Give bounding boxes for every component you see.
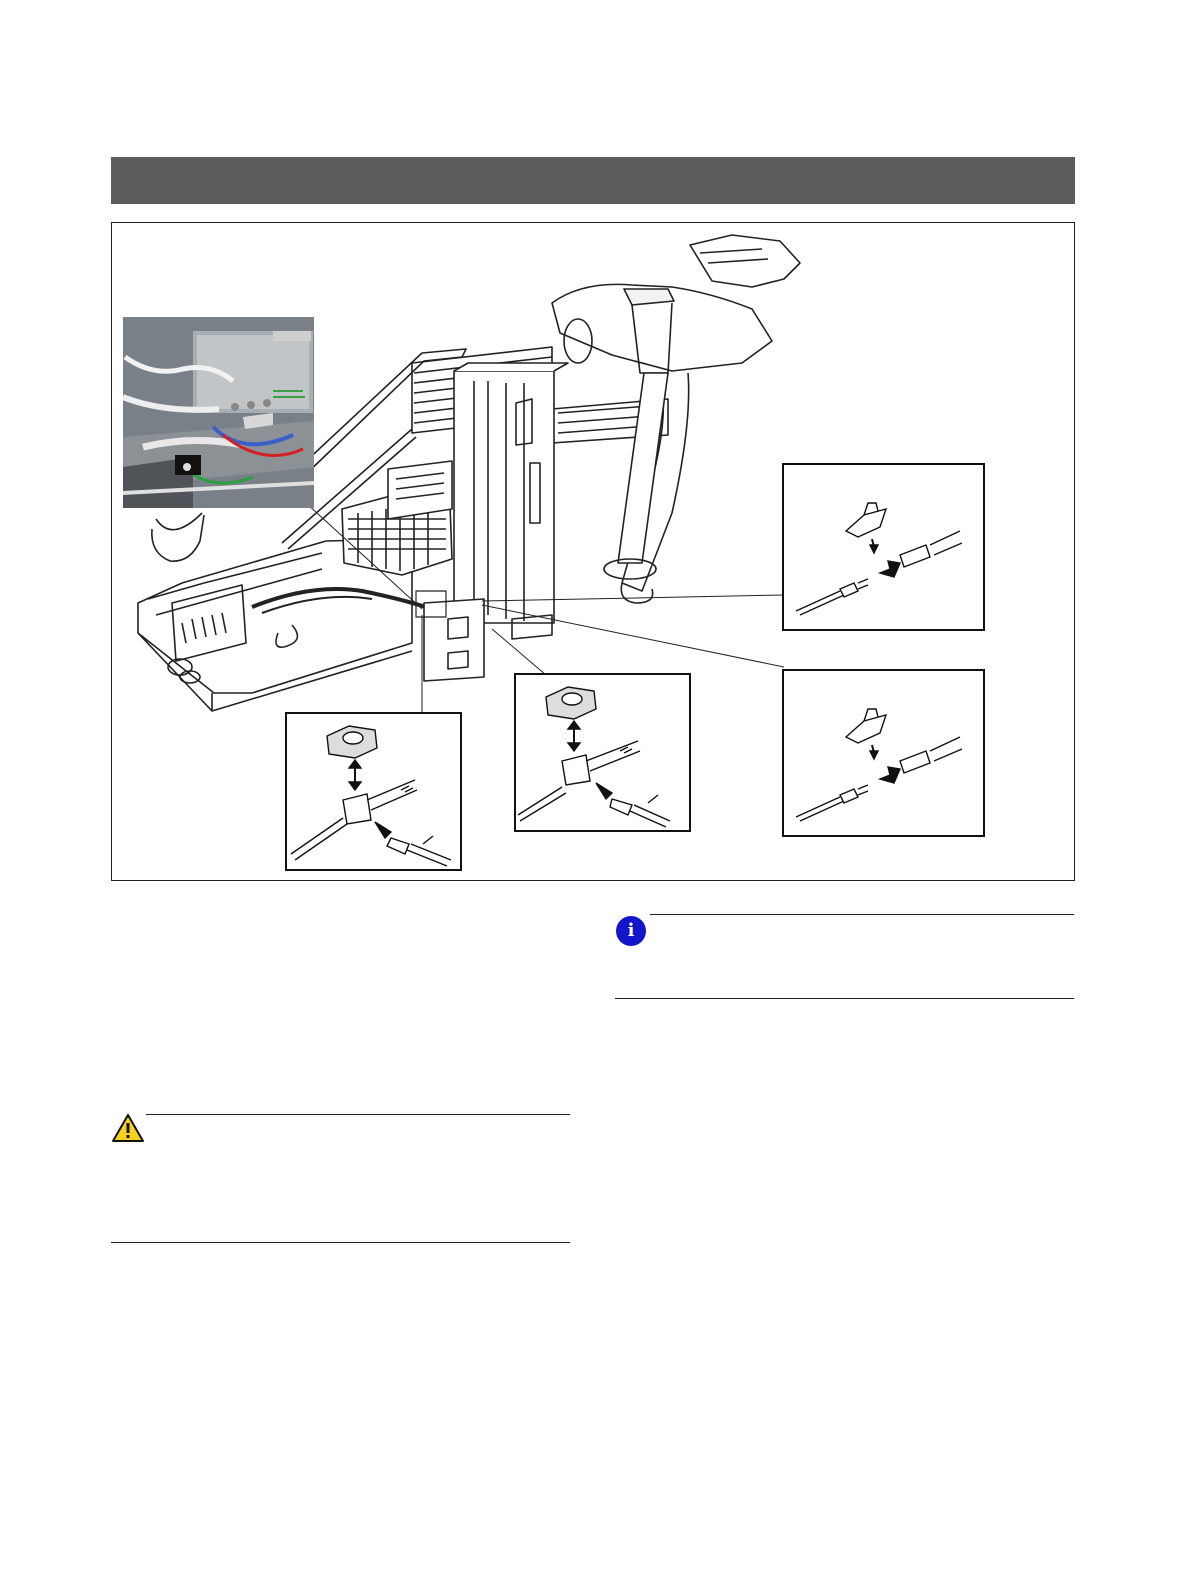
warning-note-bottom-rule [111,1242,570,1243]
crimp-connector-illustration [784,465,983,629]
assembly-figure [111,222,1075,881]
info-note-bottom-rule [615,998,1074,999]
tee-fitting-detail-center [514,673,691,832]
tee-fitting-illustration [287,714,460,869]
tee-fitting-detail-left [285,712,462,871]
info-icon-glyph: i [627,920,635,941]
tee-fitting-illustration [516,675,689,830]
crimp-connector-detail-top [782,463,985,631]
crimp-connector-detail-bottom [782,669,985,837]
info-icon [616,916,646,946]
section-header-bar [111,157,1075,204]
wiring-photo-image [123,317,314,508]
warning-triangle-icon [111,1113,145,1143]
crimp-connector-illustration [784,671,983,835]
warning-note-top-rule [146,1114,570,1115]
info-note-top-rule [650,914,1074,915]
wiring-photo-inset [123,317,314,508]
